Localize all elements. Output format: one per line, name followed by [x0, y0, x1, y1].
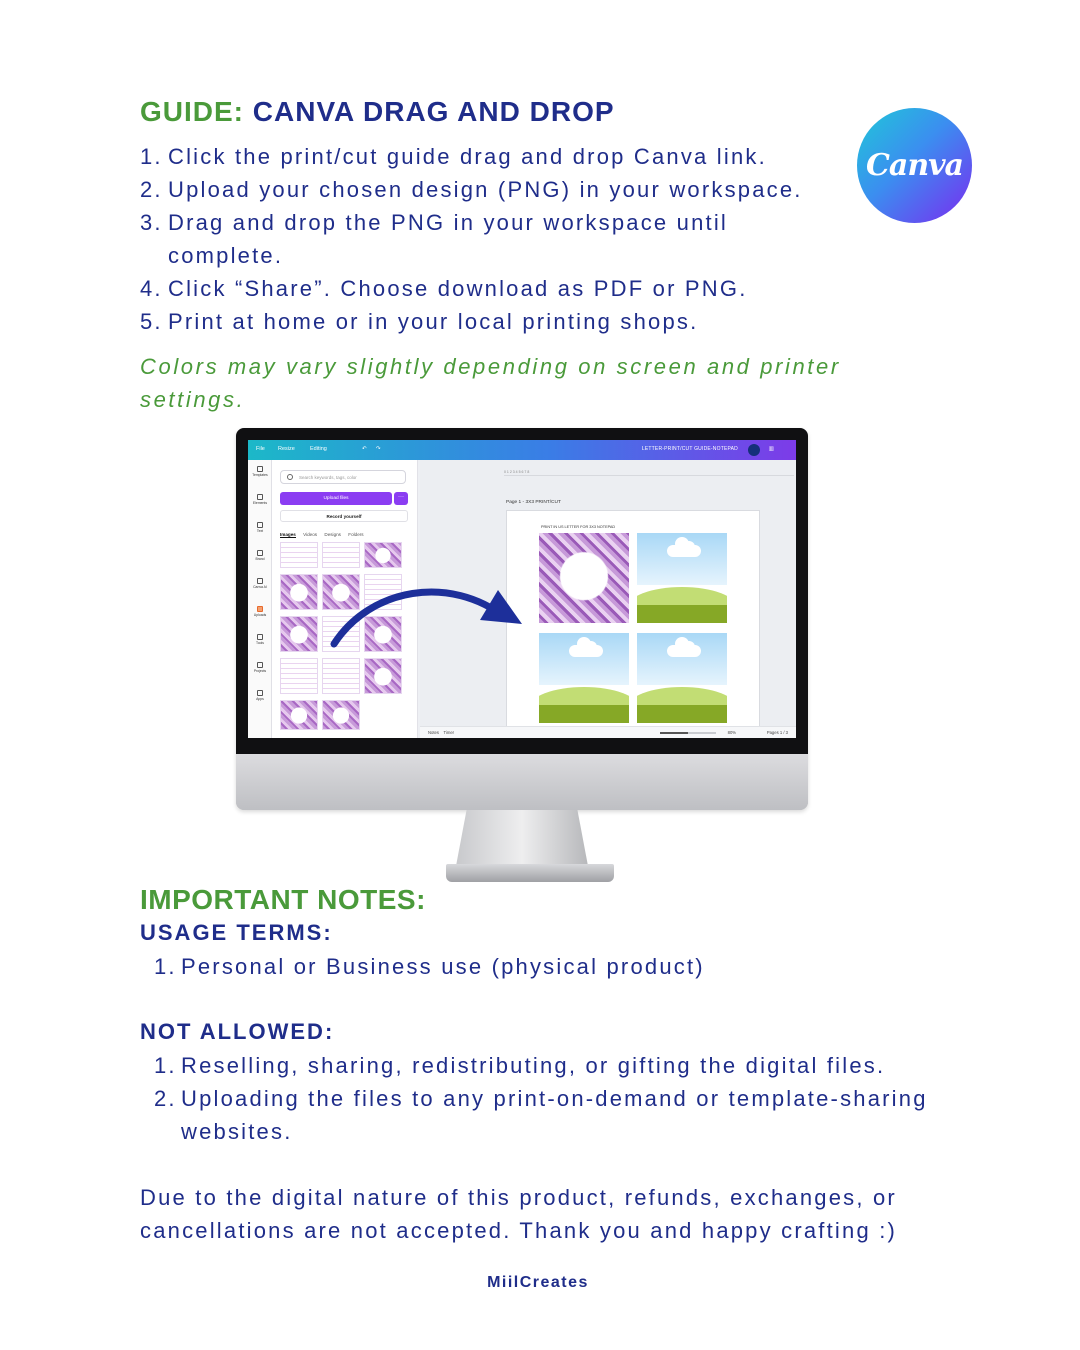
search-input[interactable]	[280, 470, 406, 484]
menu-file[interactable]: File	[256, 446, 265, 452]
search-placeholder: Search keywords, tags, color	[299, 475, 357, 480]
placeholder-cell[interactable]	[637, 633, 727, 723]
list-item	[140, 206, 860, 272]
rail-label: Uploads	[253, 613, 267, 617]
item-text: Reselling, sharing, redistributing, or gifting the digital files.	[181, 1053, 886, 1078]
brand-icon	[257, 550, 263, 556]
not-allowed-heading: NOT ALLOWED:	[140, 1019, 335, 1044]
list-item	[154, 950, 705, 983]
monitor-stand-base	[446, 864, 614, 882]
canva-logo-text: Canva	[866, 148, 963, 183]
guide-title-prefix: GUIDE:	[140, 96, 244, 127]
list-item	[140, 272, 860, 305]
item-text: Uploading the files to any print-on-demand or template-sharing websites.	[181, 1086, 928, 1144]
tab-designs[interactable]: Designs	[324, 532, 341, 537]
redo-icon[interactable]: ↷	[376, 446, 381, 452]
tab-videos[interactable]: Videos	[303, 532, 318, 537]
editor-side-rail	[248, 460, 272, 738]
canva-logo	[857, 108, 972, 223]
rail-label: Templates	[252, 473, 268, 477]
step-number: 3.	[140, 210, 163, 235]
hill-shape	[637, 605, 727, 623]
rail-label: Tools	[256, 641, 264, 645]
color-disclaimer: Colors may vary slightly depending on screen and printer settings.	[140, 354, 841, 412]
guide-steps	[140, 140, 860, 338]
tab-folders[interactable]: Folders	[348, 532, 364, 537]
hill-shape	[637, 705, 727, 723]
thumbnail[interactable]	[322, 542, 360, 568]
rail-label: Brand	[255, 557, 265, 561]
rail-item-templates[interactable]	[250, 466, 270, 477]
item-text: Personal or Business use (physical product)	[181, 954, 705, 979]
list-item	[154, 1049, 1034, 1082]
hill-shape	[539, 705, 629, 723]
rail-item-uploads[interactable]	[250, 606, 270, 617]
print-instructions: PRINT IN US LETTER FOR 3X3 NOTEPAD	[541, 525, 616, 529]
important-notes-title: IMPORTANT NOTES:	[140, 884, 426, 915]
notes-timer-group	[428, 730, 454, 735]
rail-item-elements[interactable]	[250, 494, 270, 505]
cloud-icon	[667, 645, 701, 657]
projects-icon	[257, 662, 263, 668]
item-number: 2.	[154, 1086, 177, 1111]
page-counter[interactable]: Pages 1 / 3	[766, 730, 788, 735]
editor-topbar	[248, 440, 796, 460]
cloud-icon	[667, 545, 701, 557]
step-number: 5.	[140, 309, 163, 334]
step-text: Click the print/cut guide drag and drop Canva link.	[168, 144, 767, 169]
list-item	[140, 173, 860, 206]
thumbnail[interactable]	[280, 658, 318, 694]
guide-title-main: CANVA DRAG AND DROP	[252, 96, 615, 127]
monitor-stand	[456, 810, 588, 866]
rail-item-tools[interactable]	[250, 634, 270, 645]
step-text: Print at home or in your local printing shops.	[168, 309, 699, 334]
cloud-icon	[569, 645, 603, 657]
rail-item-apps[interactable]	[250, 690, 270, 701]
step-number: 2.	[140, 177, 163, 202]
elements-icon	[257, 494, 263, 500]
thumbnail[interactable]	[322, 658, 360, 694]
list-item	[140, 140, 860, 173]
rail-item-text[interactable]	[250, 522, 270, 533]
menu-resize[interactable]: Resize	[278, 446, 295, 452]
rail-label: Projects	[253, 669, 267, 673]
list-item	[140, 305, 860, 338]
undo-icon[interactable]: ↶	[362, 446, 367, 452]
rail-label: Canva AI	[253, 585, 267, 589]
guide-title	[140, 96, 615, 128]
rail-item-canva-ai[interactable]	[250, 578, 270, 589]
rail-label: Elements	[252, 501, 268, 505]
usage-terms-list	[154, 950, 705, 983]
panel-tabs	[280, 532, 370, 537]
floral-frame-cell[interactable]	[539, 533, 629, 623]
page-title: Page 1 - 3X3 PRINT/CUT	[506, 500, 561, 505]
thumbnail[interactable]	[280, 616, 318, 652]
upload-files-button[interactable]: Upload files	[280, 492, 392, 505]
templates-icon	[257, 466, 263, 472]
document-title: LETTER-PRINT/CUT GUIDE-NOTEPAD	[641, 446, 738, 452]
step-text: Drag and drop the PNG in your workspace until complete.	[168, 210, 729, 268]
step-text: Upload your chosen design (PNG) in your workspace.	[168, 177, 803, 202]
text-icon	[257, 522, 263, 528]
not-allowed-list	[154, 1049, 1034, 1148]
search-icon	[287, 474, 293, 480]
drag-arrow-icon	[330, 578, 530, 658]
zoom-level: 80%	[727, 730, 736, 735]
step-text: Click “Share”. Choose download as PDF or PNG.	[168, 276, 748, 301]
avatar[interactable]	[748, 444, 760, 456]
thumbnail[interactable]	[364, 542, 402, 568]
step-number: 4.	[140, 276, 163, 301]
design-page[interactable]	[506, 510, 760, 730]
item-number: 1.	[154, 954, 177, 979]
step-number: 1.	[140, 144, 163, 169]
rail-item-brand[interactable]	[250, 550, 270, 561]
thumbnail[interactable]	[280, 574, 318, 610]
zoom-slider[interactable]	[660, 732, 716, 734]
item-number: 1.	[154, 1053, 177, 1078]
editing-toggle[interactable]: Editing	[310, 446, 327, 452]
brand-footer: MiilCreates	[487, 1274, 589, 1291]
usage-terms-heading: USAGE TERMS:	[140, 920, 333, 945]
analytics-icon[interactable]: ▥	[768, 446, 774, 452]
refund-disclaimer: Due to the digital nature of this product, refunds, exchanges, or cancellations are not accepted. Thank you and happy crafting :)	[140, 1185, 898, 1243]
upload-more-button[interactable]: ···	[394, 492, 408, 505]
rail-label: Apps	[256, 697, 264, 701]
notes-button[interactable]: Notes	[428, 730, 439, 735]
tools-icon	[257, 634, 263, 640]
placeholder-cell[interactable]	[637, 533, 727, 623]
timer-button[interactable]: Timer	[443, 730, 455, 735]
rail-item-projects[interactable]	[250, 662, 270, 673]
record-yourself-button[interactable]: Record yourself	[280, 510, 408, 522]
thumbnail[interactable]	[322, 700, 360, 730]
placeholder-cell[interactable]	[539, 633, 629, 723]
list-item	[154, 1082, 1034, 1148]
monitor-chin	[236, 754, 808, 810]
ai-icon	[257, 578, 263, 584]
apps-icon	[257, 690, 263, 696]
ruler: 0 1 2 3 4 5 6 7 8	[504, 470, 794, 476]
rail-label: Text	[256, 529, 264, 533]
uploads-icon	[257, 606, 263, 612]
thumbnail[interactable]	[364, 658, 402, 694]
editor-status-bar	[420, 726, 796, 738]
thumbnail[interactable]	[280, 542, 318, 568]
thumbnail[interactable]	[280, 700, 318, 730]
tab-images[interactable]: Images	[280, 532, 296, 537]
